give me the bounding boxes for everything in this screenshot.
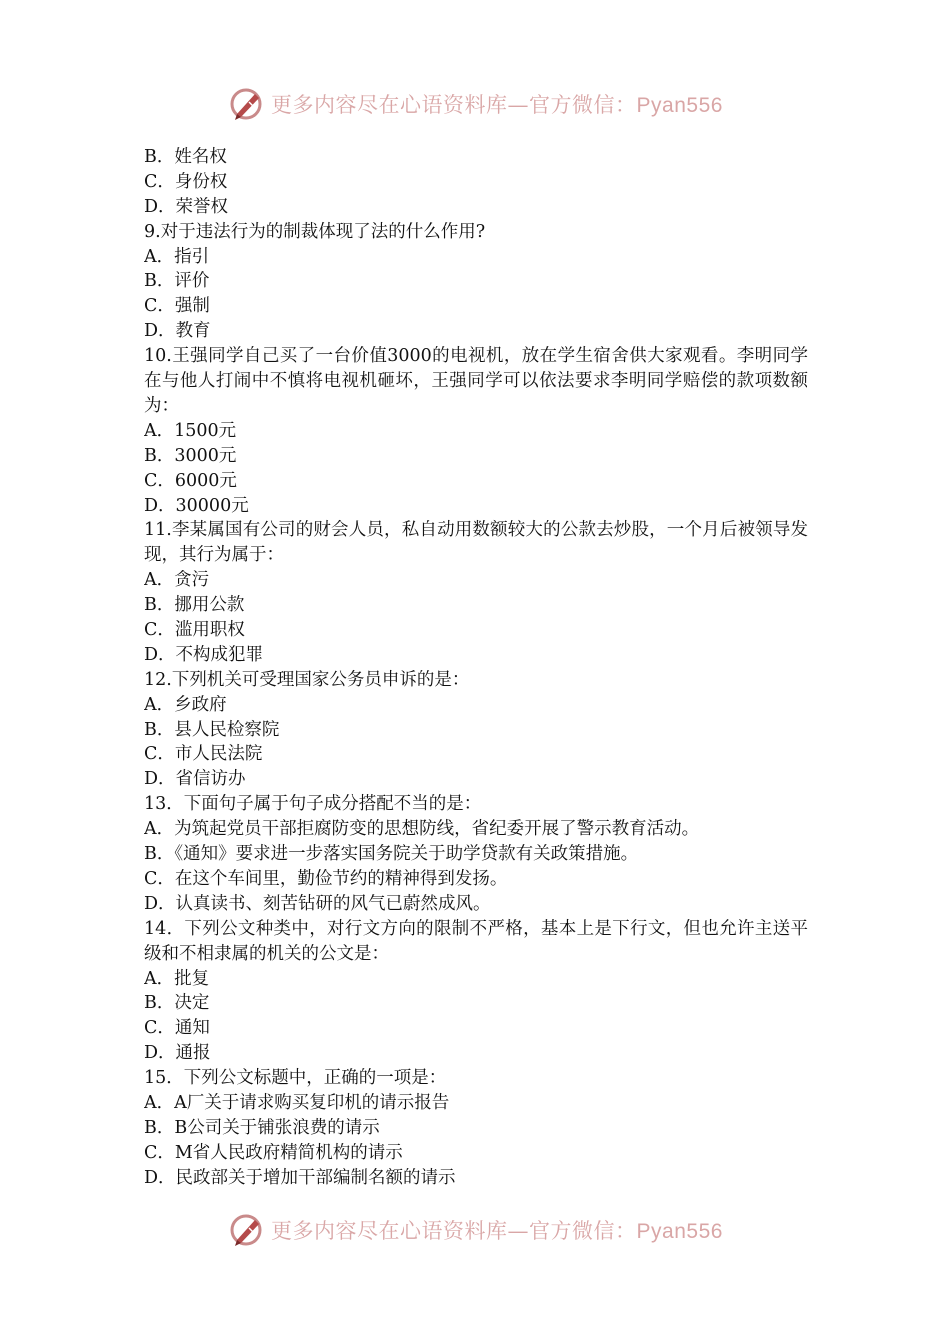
answer-option: D．教育	[144, 321, 211, 342]
answer-option: A．为筑起党员干部拒腐防变的思想防线，省纪委开展了警示教育活动。	[144, 819, 700, 840]
answer-option: C．通知	[144, 1018, 210, 1039]
answer-option: A．指引	[144, 246, 210, 267]
answer-option: A．批复	[144, 968, 210, 989]
answer-option: D．认真读书、刻苦钻研的风气已蔚然成风。	[144, 893, 491, 914]
footer-watermark	[0, 1210, 950, 1250]
answer-option: D．不构成犯罪	[144, 644, 264, 665]
question-text: 12.下列机关可受理国家公务员申诉的是：	[144, 669, 470, 690]
answer-option: D．民政部关于增加干部编制名额的请示	[144, 1167, 456, 1188]
answer-option: A．A厂关于请求购买复印机的请示报告	[144, 1093, 450, 1114]
answer-option: D．30000元	[144, 495, 249, 516]
answer-option: C．M省人民政府精简机构的请示	[144, 1142, 403, 1163]
answer-option: C．强制	[144, 296, 210, 317]
question-text: 15．下列公文标题中，正确的一项是：	[144, 1068, 447, 1089]
answer-option: C．6000元	[144, 470, 237, 491]
answer-option: C．滥用职权	[144, 620, 245, 641]
answer-option: B．挪用公款	[144, 595, 245, 616]
pen-logo-icon	[227, 1210, 267, 1250]
answer-option: B．姓名权	[144, 147, 227, 167]
answer-option: C．市人民法院	[144, 744, 263, 765]
question-text: 10.王强同学自己买了一台价值3000的电视机，放在学生宿舍供大家观看。李明同学在与他人打闹中不慎将电视机砸坏，王强同学可以依法要求李明同学赔偿的款项数额为：	[144, 346, 808, 416]
question-text: 9.对于违法行为的制裁体现了法的什么作用?	[144, 221, 486, 242]
header-watermark	[0, 84, 950, 124]
answer-option: B．《通知》要求进一步落实国务院关于助学贷款有关政策措施。	[144, 844, 639, 865]
answer-option: A．贪污	[144, 570, 210, 591]
question-list	[144, 145, 808, 1191]
question-text: 14．下列公文种类中，对行文方向的限制不严格，基本上是下行文，但也允许主送平级和不相隶属的机关的公文是：	[144, 918, 808, 964]
watermark-text: 更多内容尽在心语资料库—官方微信：Pyan556	[271, 93, 723, 117]
answer-option: A．乡政府	[144, 694, 227, 715]
answer-option: B．B公司关于铺张浪费的请示	[144, 1117, 380, 1138]
answer-option: D．省信访办	[144, 769, 246, 790]
answer-option: B．3000元	[144, 445, 237, 466]
question-text: 13．下面句子属于句子成分搭配不当的是：	[144, 794, 482, 815]
answer-option: B．决定	[144, 993, 210, 1014]
answer-option: A．1500元	[144, 420, 237, 441]
answer-option: D．通报	[144, 1043, 211, 1064]
pen-logo-icon	[227, 84, 267, 124]
question-text: 11.李某属国有公司的财会人员，私自动用数额较大的公款去炒股，一个月后被领导发现，其行为属于：	[144, 520, 808, 566]
answer-option: C．身份权	[144, 171, 228, 192]
watermark-text: 更多内容尽在心语资料库—官方微信：Pyan556	[271, 1219, 723, 1243]
answer-option: C．在这个车间里，勤俭节约的精神得到发扬。	[144, 868, 508, 889]
answer-option: B．评价	[144, 271, 210, 292]
answer-option: B．县人民检察院	[144, 719, 280, 740]
answer-option: D．荣誉权	[144, 196, 229, 217]
